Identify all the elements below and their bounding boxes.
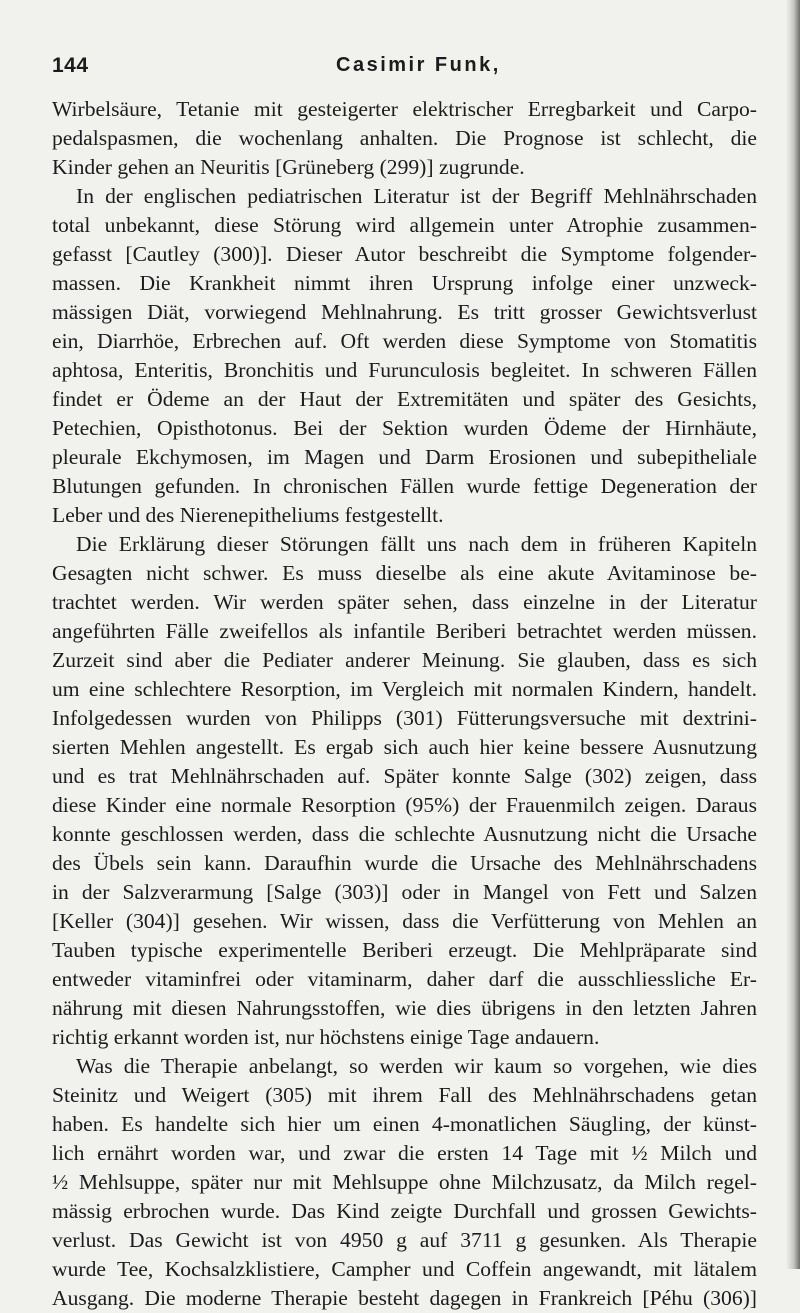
text-line: Was die Therapie anbelangt, so werden wir kaum so vorgehen, wie dies xyxy=(76,1054,757,1078)
text-line: Zurzeit sind aber die Pediater anderer Meinung. Sie glauben, dass es sich xyxy=(52,648,757,672)
text-line: nährung mit diesen Nahrungsstoffen, wie dies übrigens in den letzten Jahren xyxy=(52,996,757,1020)
text-line: wurde Tee, Kochsalzklistiere, Campher und Coffein angewandt, mit lätalem xyxy=(52,1257,757,1281)
text-line: Kinder gehen an Neuritis [Grüneberg (299)] zugrunde. xyxy=(52,155,525,179)
text-line: Ausgang. Die moderne Therapie besteht dagegen in Frankreich [Péhu (306)] xyxy=(52,1286,757,1310)
text-line: Die Erklärung dieser Störungen fällt uns nach dem in früheren Kapiteln xyxy=(76,532,757,556)
text-line: und es trat Mehlnährschaden auf. Später konnte Salge (302) zeigen, dass xyxy=(52,764,757,788)
text-line: Blutungen gefunden. In chronischen Fällen wurde fettige Degeneration der xyxy=(52,474,757,498)
text-line: konnte geschlossen werden, dass die schlechte Ausnutzung nicht die Ursache xyxy=(52,822,757,846)
text-line: richtig erkannt worden ist, nur höchstens einige Tage andauern. xyxy=(52,1025,600,1049)
text-line: lich ernährt worden war, und zwar die ersten 14 Tage mit ½ Milch und xyxy=(52,1141,757,1165)
text-line: mässig erbrochen wurde. Das Kind zeigte Durchfall und grossen Gewichts- xyxy=(52,1199,757,1223)
text-line: Leber und des Nierenepitheliums festgestellt. xyxy=(52,503,444,527)
text-line: haben. Es handelte sich hier um einen 4-monatlichen Säugling, der künst- xyxy=(52,1112,757,1136)
text-line: in der Salzverarmung [Salge (303)] oder in Mangel von Fett und Salzen xyxy=(52,880,757,904)
text-line: entweder vitaminfrei oder vitaminarm, daher darf die ausschliessliche Er- xyxy=(52,967,757,991)
text-line: Wirbelsäure, Tetanie mit gesteigerter elektrischer Erregbarkeit und Carpo- xyxy=(52,97,757,121)
page-number: 144 xyxy=(52,54,89,77)
body-text xyxy=(52,95,757,1313)
text-line: In der englischen pediatrischen Literatur ist der Begriff Mehlnährschaden xyxy=(76,184,757,208)
text-line: massen. Die Krankheit nimmt ihren Ursprung infolge einer unzweck- xyxy=(52,271,757,295)
text-line: pleurale Ekchymosen, im Magen und Darm Erosionen und subepitheliale xyxy=(52,445,757,469)
text-line: [Keller (304)] gesehen. Wir wissen, dass die Verfütterung von Mehlen an xyxy=(52,909,757,933)
text-line: ½ Mehlsuppe, später nur mit Mehlsuppe ohne Milchzusatz, da Milch regel- xyxy=(52,1170,757,1194)
text-line: angeführten Fälle zweifellos als infantile Beriberi betrachtet werden müssen. xyxy=(52,619,757,643)
text-line: trachtet werden. Wir werden später sehen, dass einzelne in der Literatur xyxy=(52,590,757,614)
text-line: verlust. Das Gewicht ist von 4950 g auf 3711 g gesunken. Als Therapie xyxy=(52,1228,757,1252)
text-line: des Übels sein kann. Daraufhin wurde die Ursache des Mehlnährschadens xyxy=(52,851,757,875)
text-line: pedalspasmen, die wochenlang anhalten. Die Prognose ist schlecht, die xyxy=(52,126,757,150)
text-line: Tauben typische experimentelle Beriberi erzeugt. Die Mehlpräparate sind xyxy=(52,938,757,962)
text-line: findet er Ödeme an der Haut der Extremitäten und später des Gesichts, xyxy=(52,387,757,411)
text-line: diese Kinder eine normale Resorption (95%) der Frauenmilch zeigen. Daraus xyxy=(52,793,757,817)
text-line: mässigen Diät, vorwiegend Mehlnahrung. Es tritt grosser Gewichtsverlust xyxy=(52,300,757,324)
text-line: aphtosa, Enteritis, Bronchitis und Furunculosis begleitet. In schweren Fällen xyxy=(52,358,757,382)
running-head: Casimir Funk, xyxy=(336,54,501,76)
text-line: Petechien, Opisthotonus. Bei der Sektion wurden Ödeme der Hirnhäute, xyxy=(52,416,757,440)
text-line: ein, Diarrhöe, Erbrechen auf. Oft werden diese Symptome von Stomatitis xyxy=(52,329,757,353)
text-line: Gesagten nicht schwer. Es muss dieselbe als eine akute Avitaminose be- xyxy=(52,561,757,585)
text-line: Infolgedessen wurden von Philipps (301) Fütterungsversuche mit dextrini- xyxy=(52,706,757,730)
text-line: gefasst [Cautley (300)]. Dieser Autor beschreibt die Symptome folgender- xyxy=(52,242,757,266)
text-line: sierten Mehlen angestellt. Es ergab sich auch hier keine bessere Ausnutzung xyxy=(52,735,757,759)
text-line: Steinitz und Weigert (305) mit ihrem Fall des Mehlnährschadens getan xyxy=(52,1083,757,1107)
page-edge-shadow xyxy=(786,0,800,1269)
text-line: um eine schlechtere Resorption, im Vergleich mit normalen Kindern, handelt. xyxy=(52,677,757,701)
text-line: total unbekannt, diese Störung wird allgemein unter Atrophie zusammen- xyxy=(52,213,757,237)
page-header xyxy=(52,54,752,84)
